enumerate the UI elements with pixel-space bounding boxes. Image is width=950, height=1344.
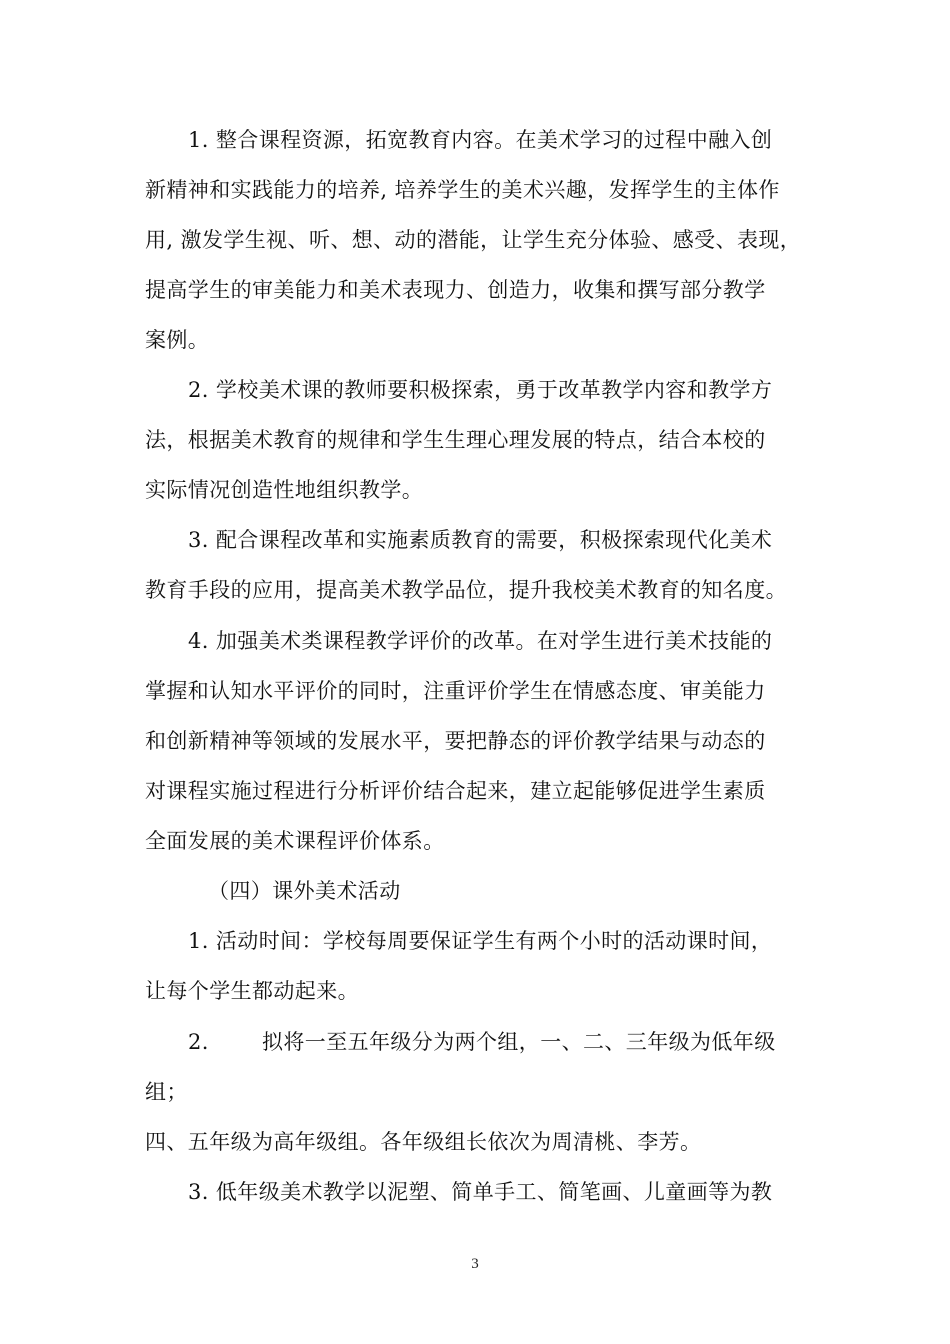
paragraph-line: 教育手段的应用，提高美术教学品位，提升我校美术教育的知名度。 <box>145 578 787 602</box>
paragraph-line: 4. 加强美术类课程教学评价的改革。在对学生进行美术技能的 <box>188 629 773 653</box>
paragraph-line: 拟将一至五年级分为两个组，一、二、三年级为低年级 <box>262 1030 776 1054</box>
paragraph-line: 让每个学生都动起来。 <box>145 979 359 1003</box>
paragraph-line: 实际情况创造性地组织教学。 <box>145 478 424 502</box>
paragraph-line: 四、五年级为高年级组。各年级组长依次为周清桃、李芳。 <box>145 1130 702 1154</box>
paragraph-line: 1. 活动时间：学校每周要保证学生有两个小时的活动课时间， <box>188 929 773 953</box>
paragraph-line: 3. 配合课程改革和实施素质教育的需要，积极探索现代化美术 <box>188 528 773 552</box>
paragraph-line: 全面发展的美术课程评价体系。 <box>145 829 445 853</box>
section-heading: （四）课外美术活动 <box>208 879 401 903</box>
paragraph-line: 1. 整合课程资源，拓宽教育内容。在美术学习的过程中融入创 <box>188 128 773 152</box>
paragraph-line: 掌握和认知水平评价的同时，注重评价学生在情感态度、审美能力 <box>145 679 766 703</box>
page-number: 3 <box>471 1256 479 1272</box>
paragraph-line: 新精神和实践能力的培养, 培养学生的美术兴趣，发挥学生的主体作 <box>145 178 780 202</box>
paragraph-line: 2. 学校美术课的教师要积极探索，勇于改革教学内容和教学方 <box>188 378 773 402</box>
paragraph-line: 3. 低年级美术教学以泥塑、简单手工、简笔画、儿童画等为教 <box>188 1180 773 1204</box>
list-number: 2. <box>188 1030 209 1054</box>
paragraph-line: 案例。 <box>145 328 210 352</box>
paragraph-line: 组； <box>145 1080 188 1104</box>
paragraph-line: 法，根据美术教育的规律和学生生理心理发展的特点，结合本校的 <box>145 428 766 452</box>
paragraph-line: 对课程实施过程进行分析评价结合起来，建立起能够促进学生素质 <box>145 779 766 803</box>
paragraph-line: 和创新精神等领域的发展水平，要把静态的评价教学结果与动态的 <box>145 729 766 753</box>
paragraph-line: 提高学生的审美能力和美术表现力、创造力，收集和撰写部分教学 <box>145 278 766 302</box>
paragraph-line: 用, 激发学生视、听、想、动的潜能，让学生充分体验、感受、表现， <box>145 228 802 252</box>
